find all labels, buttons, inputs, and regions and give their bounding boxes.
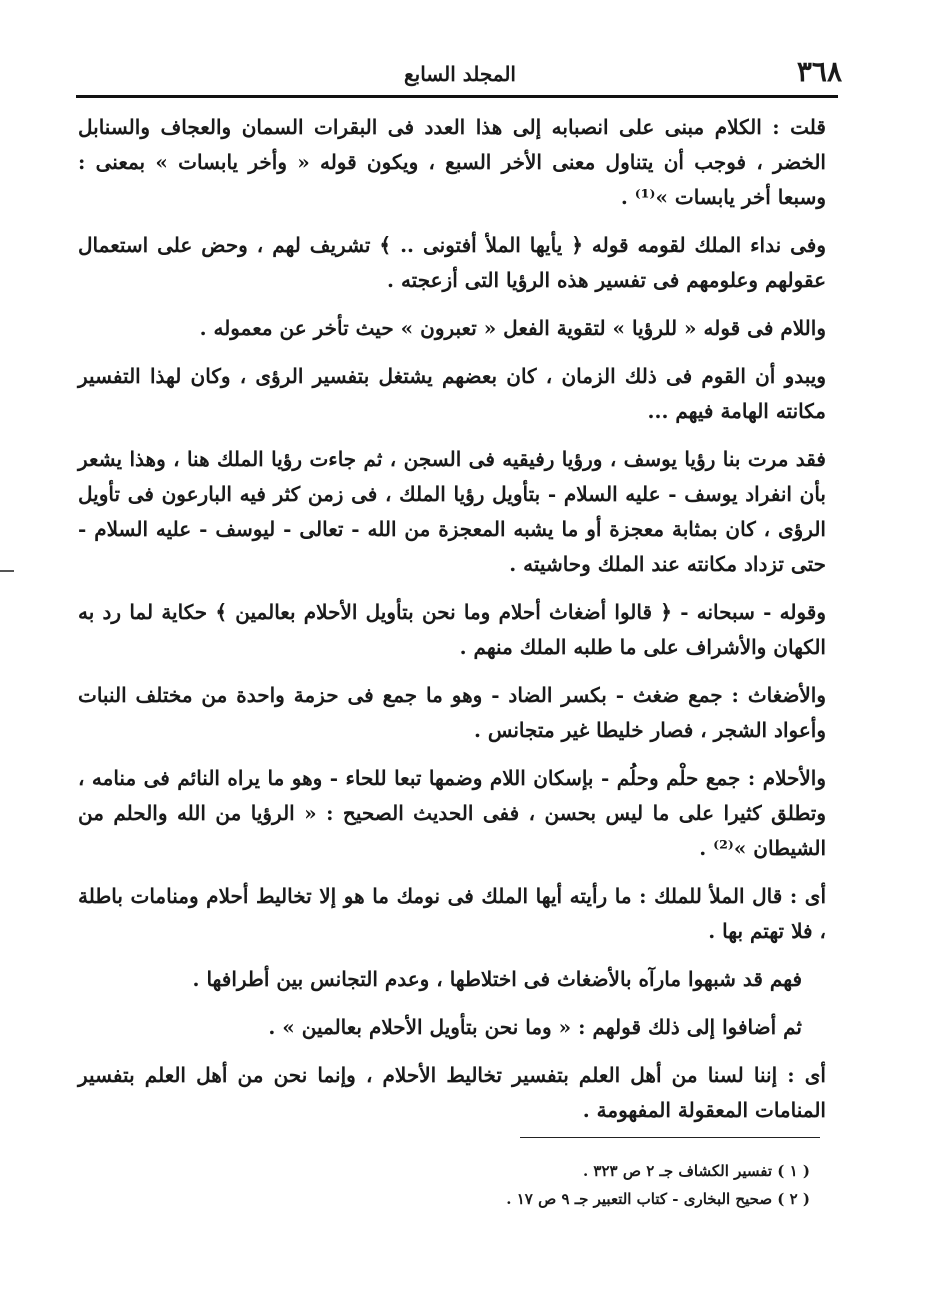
paragraph: فقد مرت بنا رؤيا يوسف ، ورؤيا رفيقيه فى السجن ، ثم جاءت رؤيا الملك هنا ، وهذا يشعر بأن انفراد يوسف - عليه السلام - بتأويل رؤيا الملك ، فى زمن كثر فيه البارعون فى تأويل الرؤى ، كان بمثابة معجزة أو ما يشبه المعجزة من الله - تعالى - ليوسف - عليه السلام - حتى تزداد مكانته عند الملك وحاشيته . bbox=[78, 447, 826, 576]
paragraph: والأحلام : جمع حلْم وحلُم - بإسكان اللام وضمها تبعا للحاء - وهو ما يراه النائم فى منامه ، وتطلق كثيرا على ما ليس بحسن ، ففى الحديث الصحيح : « الرؤيا من الله والحلم من الشيطان »⁽²⁾ . bbox=[78, 766, 826, 860]
page-number: ٣٦٨ bbox=[796, 55, 842, 88]
volume-title: المجلد السابع bbox=[403, 62, 516, 86]
paragraph: قلت : الكلام مبنى على انصبابه إلى هذا العدد فى البقرات السمان والعجاف والسنابل الخضر ، فوجب أن يتناول معنى الأخر السبع ، ويكون قوله « وأخر يابسات » بمعنى : وسبعا أخر يابسات »⁽¹⁾ . bbox=[78, 115, 826, 209]
paragraph: أى : قال الملأ للملك : ما رأيته أيها الملك فى نومك ما هو إلا تخاليط أحلام ومنامات باطلة ، فلا تهتم بها . bbox=[78, 884, 827, 943]
paragraph: ثم أضافوا إلى ذلك قولهم : « وما نحن بتأويل الأحلام بعالمين » . bbox=[268, 1015, 802, 1039]
footnote-rule bbox=[520, 1137, 820, 1138]
margin-mark bbox=[0, 570, 14, 572]
footnote: ( ١ ) تفسير الكشاف جـ ٢ ص ٣٢٣ . bbox=[582, 1162, 810, 1180]
paragraph: فهم قد شبهوا مارآه بالأضغاث فى اختلاطها ، وعدم التجانس بين أطرافها . bbox=[192, 967, 802, 991]
page-header bbox=[78, 52, 842, 92]
paragraph: واللام فى قوله « للرؤيا » لتقوية الفعل « تعبرون » حيث تأخر عن معموله . bbox=[199, 316, 826, 340]
body-text bbox=[78, 110, 826, 1141]
paragraph: أى : إننا لسنا من أهل العلم بتفسير تخاليط الأحلام ، وإنما نحن من أهل العلم بتفسير المنامات المعقولة المفهومة . bbox=[78, 1063, 826, 1122]
paragraph: ويبدو أن القوم فى ذلك الزمان ، كان بعضهم يشتغل بتفسير الرؤى ، وكان لهذا التفسير مكانته الهامة فيهم ... bbox=[78, 364, 827, 423]
header-rule bbox=[76, 95, 838, 98]
footnotes bbox=[300, 1157, 810, 1213]
footnote: ( ٢ ) صحيح البخارى - كتاب التعبير جـ ٩ ص ١٧ . bbox=[506, 1190, 810, 1208]
paragraph: وقوله - سبحانه - ﴿ قالوا أضغاث أحلام وما نحن بتأويل الأحلام بعالمين ﴾ حكاية لما رد به الكهان والأشراف على ما طلبه الملك منهم . bbox=[78, 600, 826, 659]
paragraph: وفى نداء الملك لقومه قوله ﴿ يأيها الملأ أفتونى .. ﴾ تشريف لهم ، وحض على استعمال عقولهم وعلومهم فى تفسير هذه الرؤيا التى أزعجته . bbox=[78, 233, 826, 292]
paragraph: والأضغاث : جمع ضغث - بكسر الضاد - وهو ما جمع فى حزمة واحدة من مختلف النبات وأعواد الشجر ، فصار خليطا غير متجانس . bbox=[78, 683, 826, 742]
